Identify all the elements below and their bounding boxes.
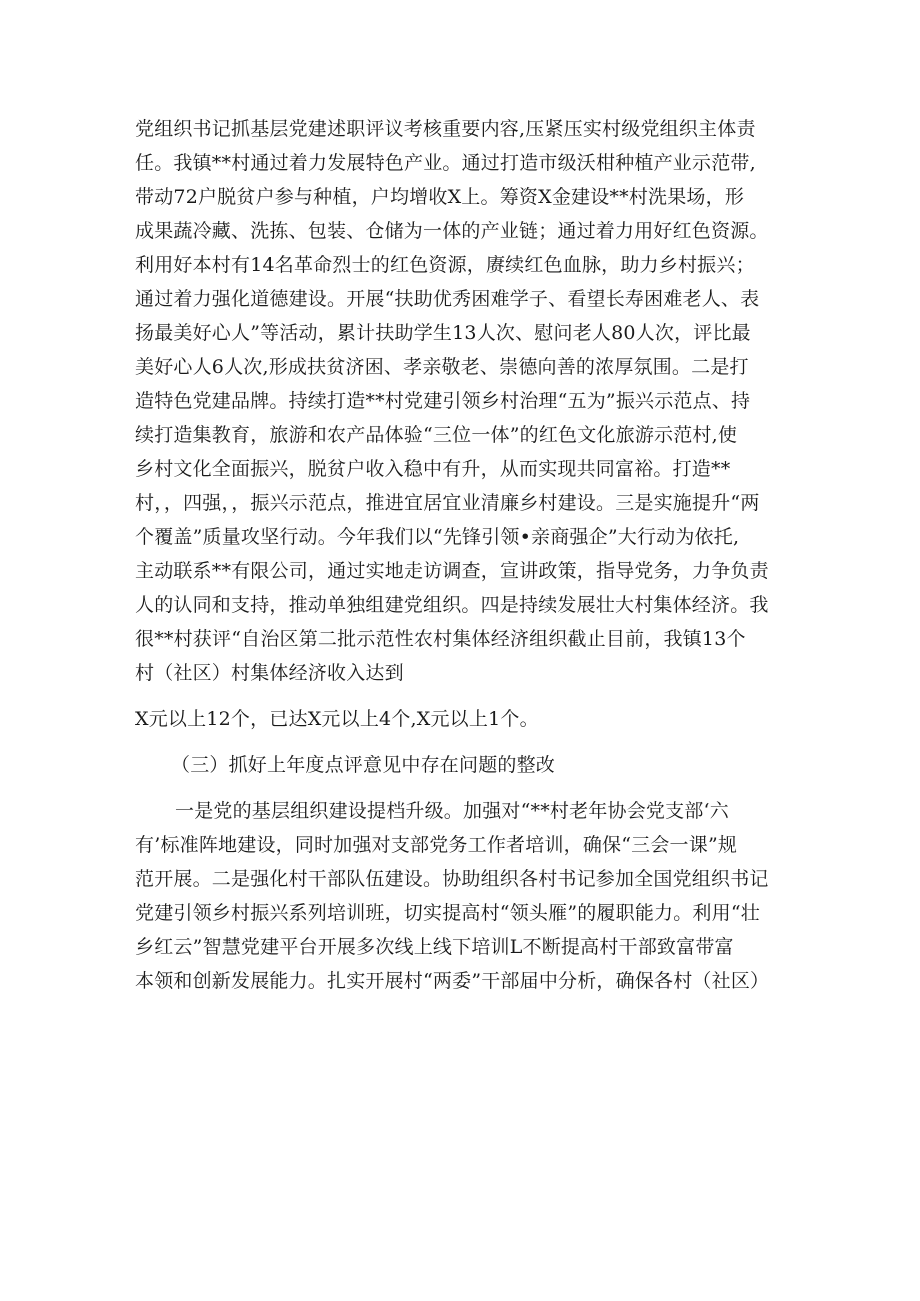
text-line: 带动72户脱贫户参与种植，户均增收X上。筹资X金建设**村洗果场，形	[135, 186, 745, 208]
text-line: 主动联系**有限公司，通过实地走访调查，宣讲政策，指导党务，力争负责	[135, 560, 769, 582]
text-line: 任。我镇**村通过着力发展特色产业。通过打造市级沃柑种植产业示范带,	[135, 152, 756, 174]
text-line: 通过着力强化道德建设。开展“扶助优秀困难学子、看望长寿困难老人、表	[135, 288, 760, 310]
text-line: 村，，四强，，振兴示范点，推进宜居宜业清廉乡村建设。三是实施提升“两	[135, 492, 760, 514]
text-line: 有’标准阵地建设，同时加强对支部党务工作者培训，确保“三会一课”规	[135, 834, 738, 856]
text-line: 很**村获评“自治区第二批示范性农村集体经济组织截止目前，我镇13个	[135, 628, 746, 650]
text-line: 范开展。二是强化村干部队伍建设。协助组织各村书记参加全国党组织书记	[135, 868, 769, 890]
spacer	[135, 782, 795, 794]
text-line: 成果蔬冷藏、洗拣、包装、仓储为一体的产业链；通过着力用好红色资源。	[135, 220, 769, 242]
text-line: 本领和创新发展能力。扎实开展村“两委”干部届中分析，确保各村（社区）	[135, 970, 770, 992]
document-page	[135, 112, 795, 998]
text-line: 村（社区）村集体经济收入达到	[135, 662, 404, 684]
text-line: 利用好本村有14名革命烈士的红色资源，赓续红色血脉，助力乡村振兴；	[135, 254, 755, 276]
paragraph-block-one	[135, 112, 795, 690]
paragraph-block-two	[135, 702, 795, 736]
text-line: 扬最美好心人”等活动，累计扶助学生13人次、慰问老人80人次，评比最	[135, 322, 751, 344]
spacer	[135, 690, 795, 702]
text-line: 党建引领乡村振兴系列培训班，切实提高村“领头雁”的履职能力。利用“壮	[135, 902, 760, 924]
text-line: 个覆盖”质量攻坚行动。今年我们以“先锋引领•亲商强企”大行动为依托,	[135, 526, 740, 548]
text-line: 人的认同和支持，推动单独组建党组织。四是持续发展壮大村集体经济。我	[135, 594, 769, 616]
text-line: 党组织书记抓基层党建述职评议考核重要内容,压紧压实村级党组织主体责	[135, 118, 756, 140]
text-line: 乡村文化全面振兴，脱贫户收入稳中有升，从而实现共同富裕。打造**	[135, 458, 731, 480]
spacer	[135, 736, 795, 748]
text-line: 造特色党建品牌。持续打造**村党建引领乡村治理“五为”振兴示范点、持	[135, 390, 751, 412]
paragraph-block-three	[135, 794, 795, 998]
section-heading: （三）抓好上年度点评意见中存在问题的整改	[171, 754, 556, 776]
text-line: 乡红云”智慧党建平台开展多次线上线下培训L不断提高村干部致富带富	[135, 936, 734, 958]
text-line: 一是党的基层组织建设提档升级。加强对“**村老年协会党支部‘六	[175, 800, 729, 822]
text-line: 续打造集教育，旅游和农产品体验“三位一体”的红色文化旅游示范村,使	[135, 424, 738, 446]
text-line: X元以上12个，已达X元以上4个,X元以上1个。	[135, 708, 539, 730]
text-line: 美好心人6人次,形成扶贫济困、孝亲敬老、崇德向善的浓厚氛围。二是打	[135, 356, 749, 378]
